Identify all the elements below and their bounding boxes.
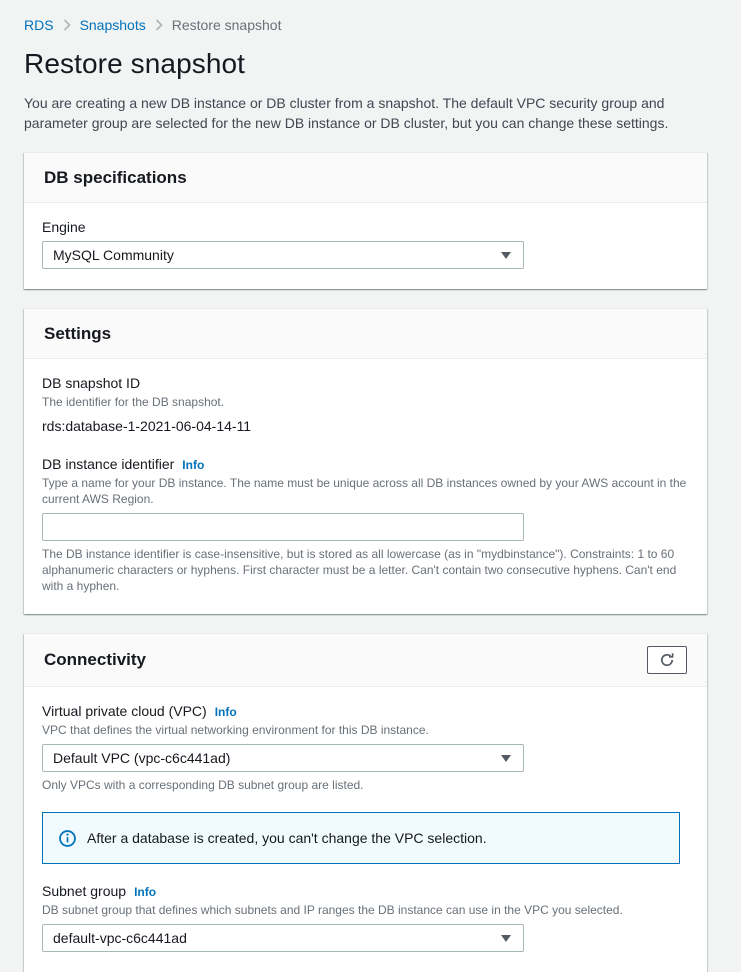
connectivity-body <box>24 687 707 972</box>
breadcrumb-current: Restore snapshot <box>171 17 282 33</box>
vpc-description: VPC that defines the virtual networking environment for this DB instance. <box>42 723 429 737</box>
settings-title: Settings <box>44 323 112 343</box>
subnet-group-label: Subnet group <box>42 883 127 899</box>
db-specifications-body <box>24 203 707 289</box>
chevron-right-icon <box>63 19 71 31</box>
connectivity-header <box>24 634 707 687</box>
vpc-label: Virtual private cloud (VPC) <box>42 703 207 719</box>
db-instance-identifier-description: Type a name for your DB instance. The name must be unique across all DB instances owned by your AWS account in the current AWS Region. <box>42 476 687 506</box>
db-specifications-card <box>24 152 707 289</box>
engine-select[interactable] <box>42 241 524 269</box>
vpc-select-value: Default VPC (vpc-c6c441ad) <box>53 750 231 766</box>
db-instance-identifier-label: DB instance identifier <box>42 456 175 472</box>
caret-down-icon <box>501 755 511 762</box>
refresh-icon <box>659 652 675 668</box>
vpc-field <box>42 703 689 793</box>
subnet-group-select[interactable] <box>42 924 524 952</box>
db-instance-identifier-input[interactable] <box>42 513 524 541</box>
engine-field <box>42 219 689 269</box>
db-instance-identifier-info-link[interactable]: Info <box>182 458 205 472</box>
db-snapshot-id-value: rds:database-1-2021-06-04-14-11 <box>42 418 252 434</box>
refresh-button[interactable] <box>647 646 687 674</box>
db-instance-identifier-constraint: The DB instance identifier is case-insensitive, but is stored as all lowercase (as in "mydbinstance"). Constraints: 1 to 60 alphanumeric characters or hyphens. First character must be a letter. Can't contain two consecutive hyphens. Can't end with a hyphen. <box>42 547 677 593</box>
caret-down-icon <box>501 252 511 259</box>
subnet-group-select-value: default-vpc-c6c441ad <box>53 930 187 946</box>
db-specifications-header <box>24 153 707 203</box>
page-description: You are creating a new DB instance or DB cluster from a snapshot. The default VPC security group and parameter group are selected for the new DB instance or DB cluster, but you can change these settings. <box>24 95 669 131</box>
engine-select-value: MySQL Community <box>53 247 174 263</box>
vpc-select[interactable] <box>42 744 524 772</box>
vpc-helper-text: Only VPCs with a corresponding DB subnet group are listed. <box>42 778 364 792</box>
caret-down-icon <box>501 935 511 942</box>
subnet-group-description: DB subnet group that defines which subnets and IP ranges the DB instance can use in the VPC you selected. <box>42 903 623 917</box>
db-specifications-title: DB specifications <box>44 167 187 187</box>
info-circle-icon <box>59 830 76 847</box>
page-title: Restore snapshot <box>24 48 246 79</box>
db-snapshot-id-field <box>42 375 689 434</box>
chevron-right-icon <box>155 19 163 31</box>
engine-label: Engine <box>42 219 86 235</box>
breadcrumb <box>24 17 707 33</box>
subnet-group-field <box>42 883 689 952</box>
breadcrumb-link-snapshots[interactable]: Snapshots <box>79 17 146 33</box>
db-instance-identifier-field <box>42 456 689 594</box>
breadcrumb-link-rds[interactable]: RDS <box>24 17 54 33</box>
connectivity-title: Connectivity <box>44 650 147 669</box>
vpc-alert-text: After a database is created, you can't change the VPC selection. <box>87 830 487 846</box>
settings-body <box>24 359 707 614</box>
db-snapshot-id-label: DB snapshot ID <box>42 375 141 391</box>
db-snapshot-id-description: The identifier for the DB snapshot. <box>42 395 225 409</box>
vpc-info-link[interactable]: Info <box>214 705 237 719</box>
connectivity-card <box>24 633 707 972</box>
settings-header <box>24 309 707 359</box>
subnet-group-info-link[interactable]: Info <box>134 885 157 899</box>
settings-card <box>24 308 707 614</box>
vpc-info-alert <box>42 812 680 864</box>
